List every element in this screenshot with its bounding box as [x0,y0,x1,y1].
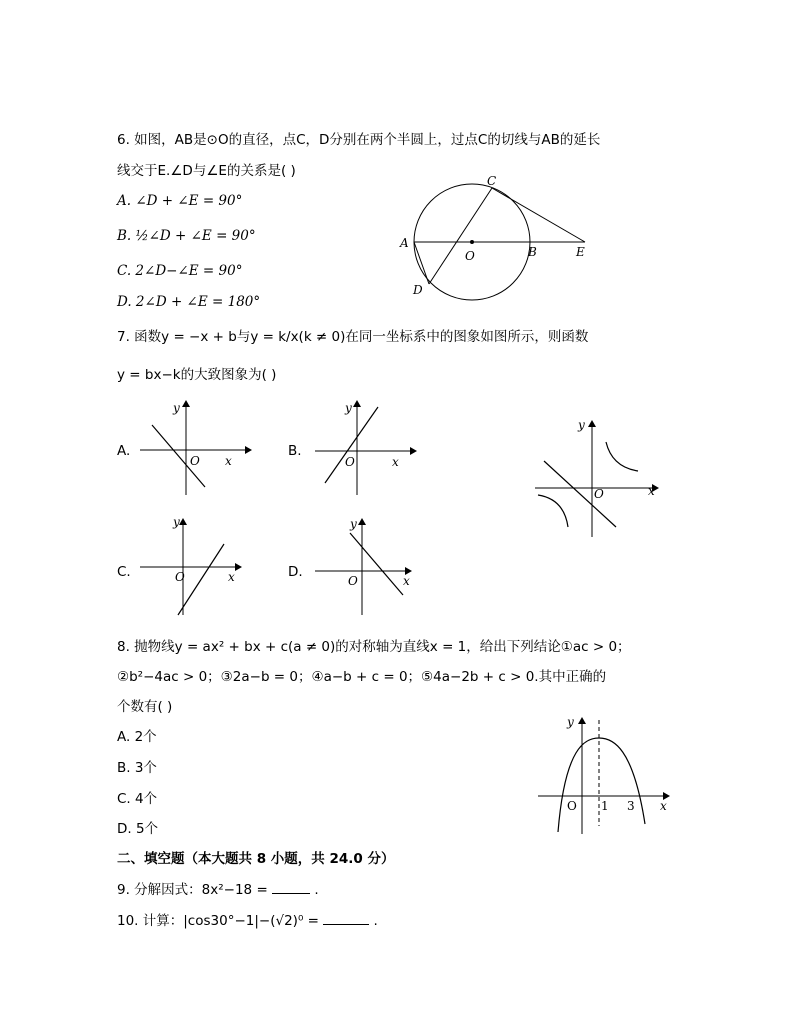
q10-suffix: . [369,913,378,929]
svg-text:x: x [648,484,655,498]
q8-option-a: A. 2个 [117,729,157,745]
q9-prefix: 9. 分解因式：8x²−18 = [117,882,273,898]
label-a: A [400,236,409,250]
q9-answer-blank[interactable] [272,881,310,894]
chord-cd [429,188,492,284]
q6-option-c: C. 2∠D−∠E = 90° [117,263,243,279]
svg-text:x: x [228,570,235,584]
q6-stem-line2: 线交于E.∠D与∠E的关系是( ) [117,163,296,179]
svg-text:O: O [348,574,358,588]
q8-parabola-figure [535,712,675,837]
chord-ad [414,242,429,284]
q7-graph-c [135,513,250,618]
hyperbola-lower-left [538,495,568,527]
q7-option-c-letter: C. [117,564,131,580]
q6-stem-line1: 6. 如图，AB是⊙O的直径，点C，D分别在两个半圆上，过点C的切线与AB的延长 [117,132,601,148]
label-o: O [465,249,475,263]
svg-text:y: y [173,401,180,415]
svg-text:x: x [225,454,232,468]
q6-option-a: A. ∠D + ∠E = 90° [117,193,243,209]
q9 [117,881,319,899]
svg-text:O: O [594,487,604,501]
q8-stem-line1: 8. 抛物线y = ax² + bx + c(a ≠ 0)的对称轴为直线x = 1，给出下列结论①ac > 0； [117,639,631,655]
q8-stem-line3: 个数有( ) [117,699,173,715]
graph-b-line [325,407,378,483]
svg-text:O: O [190,454,200,468]
svg-text:y: y [578,418,585,432]
q7-reference-graph [530,415,665,540]
svg-text:O: O [345,455,355,469]
q10-answer-blank[interactable] [323,912,369,925]
q7-stem-line2: y = bx−k的大致图象为( ) [117,367,277,383]
svg-text:x: x [392,455,399,469]
q7-option-d-letter: D. [288,564,303,580]
q7-graph-b [310,395,425,497]
hyperbola-upper-right [606,442,638,471]
q7-graph-d [310,513,425,618]
q6-circle-figure [395,172,595,302]
svg-text:y: y [345,401,352,415]
q6-option-d: D. 2∠D + ∠E = 180° [117,294,261,310]
graph-c-line [178,544,224,615]
q7-stem-line1: 7. 函数y = −x + b与y = k/x(k ≠ 0)在同一坐标系中的图象如图所示，则函数 [117,329,589,345]
q8-stem-line2: ②b²−4ac > 0；③2a−b = 0；④a−b + c = 0；⑤4a−2b + c > 0.其中正确的 [117,669,607,685]
svg-text:O: O [567,799,577,813]
center-dot [470,240,474,244]
reference-line [544,461,616,527]
svg-text:3: 3 [627,799,635,813]
q8-option-d: D. 5个 [117,821,159,837]
graph-d-line [350,533,403,595]
section2-title: 二、填空题（本大题共 8 小题，共 24.0 分） [117,851,395,867]
parabola-curve [558,738,645,832]
svg-text:y: y [567,715,574,729]
svg-text:O: O [175,570,185,584]
svg-text:x: x [403,574,410,588]
q8-option-b: B. 3个 [117,760,157,776]
q6-option-b: B. ½∠D + ∠E = 90° [117,228,256,244]
q7-option-b-letter: B. [288,443,302,459]
svg-text:y: y [173,515,180,529]
q10 [117,912,378,930]
svg-text:x: x [660,799,667,813]
q7-graph-a [135,395,250,497]
tangent-ce [492,188,585,242]
label-c: C [487,174,497,188]
q8-option-c: C. 4个 [117,791,158,807]
q10-prefix: 10. 计算：|cos30°−1|−(√2)⁰ = [117,913,324,929]
label-d: D [413,283,423,297]
svg-text:y: y [350,517,357,531]
svg-text:1: 1 [601,799,609,813]
q9-suffix: . [310,882,319,898]
label-b: B [528,245,537,259]
q7-option-a-letter: A. [117,443,131,459]
label-e: E [576,245,585,259]
